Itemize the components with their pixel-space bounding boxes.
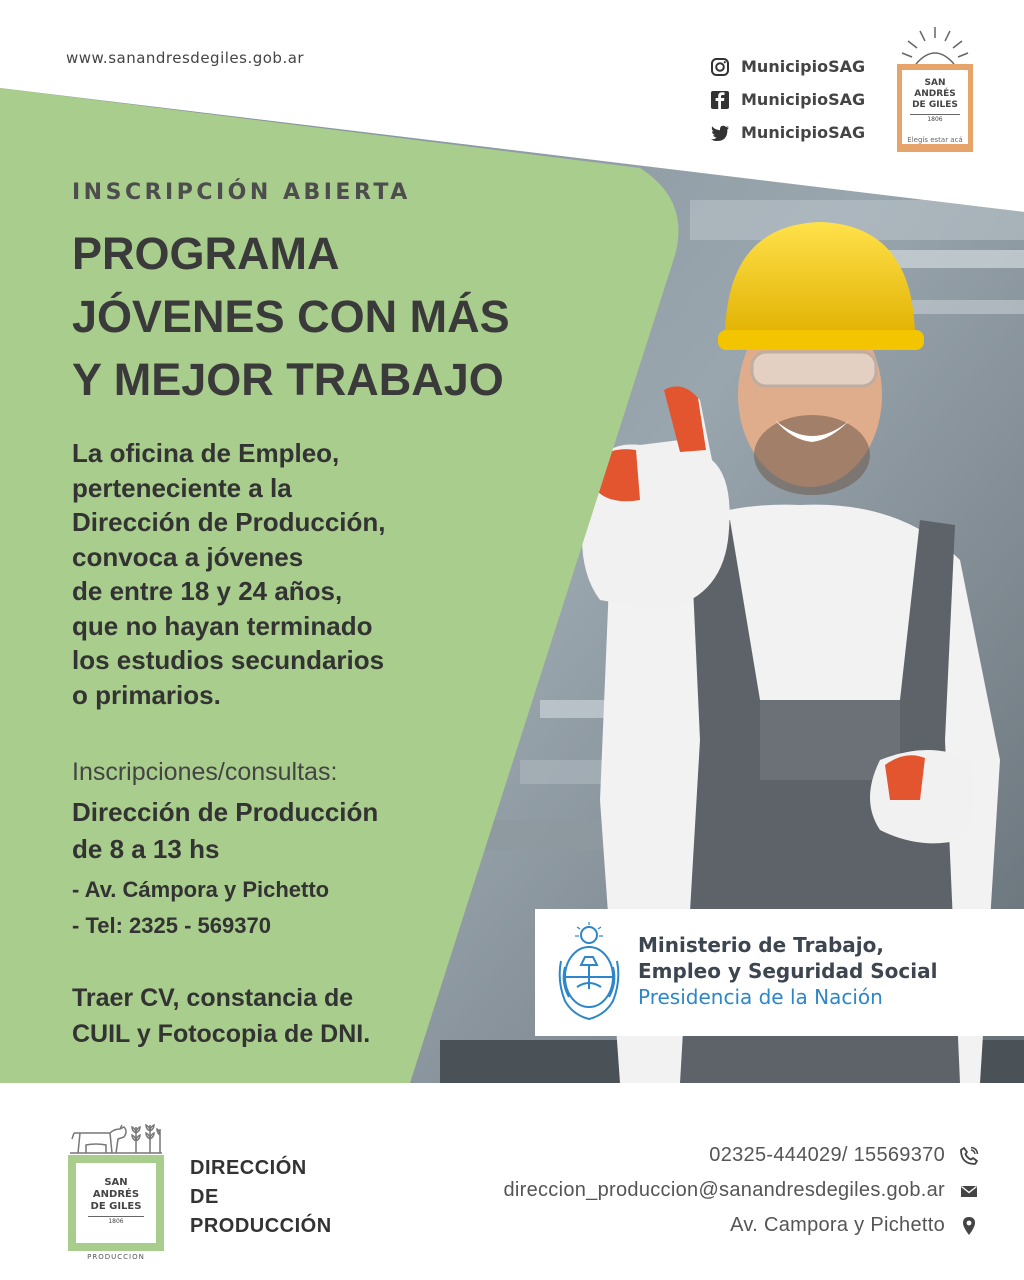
contact-details: [72, 872, 329, 944]
footer-address: Av. Campora y Pichetto: [730, 1214, 945, 1236]
requirements-line: Traer CV, constancia de: [72, 984, 354, 1012]
map-pin-icon: [959, 1216, 979, 1236]
contact-office: [72, 794, 378, 868]
footer-contact: [503, 1138, 979, 1243]
production-logo: [66, 1115, 166, 1265]
logo-text-block: [902, 70, 968, 144]
department-line: DIRECCIÓN: [190, 1157, 307, 1179]
social-link-twitter[interactable]: [710, 116, 865, 149]
instagram-handle: MunicipioSAG: [741, 57, 866, 76]
title-line: PROGRAMA: [72, 228, 340, 279]
description-line: La oficina de Empleo,: [72, 438, 340, 468]
production-logo-year: 1806: [88, 1216, 144, 1225]
envelope-icon: [959, 1181, 979, 1201]
national-coat-of-arms-icon: [555, 921, 623, 1025]
instagram-icon: [710, 57, 730, 77]
logo-line-3: DE GILES: [912, 100, 958, 110]
logo-line-2: ANDRÉS: [914, 89, 956, 99]
description-line: de entre 18 y 24 años,: [72, 576, 343, 606]
footer-address-row[interactable]: [503, 1208, 979, 1243]
logo-slogan: Elegís estar acá: [907, 136, 963, 144]
facebook-icon: [710, 90, 730, 110]
description-line: Dirección de Producción,: [72, 507, 386, 537]
cow-and-wheat-icon: [66, 1115, 166, 1157]
logo-year: 1806: [910, 114, 960, 123]
footer-phone: 02325-444029/ 15569370: [709, 1144, 945, 1166]
sun-rays-icon: [892, 24, 978, 66]
department-line: PRODUCCIÓN: [190, 1215, 332, 1237]
program-description: [72, 436, 386, 712]
program-title: [72, 222, 510, 411]
facebook-handle: MunicipioSAG: [741, 90, 866, 109]
description-line: que no hayan terminado: [72, 610, 373, 641]
contact-phone[interactable]: - Tel: 2325 - 569370: [72, 913, 271, 938]
production-logo-caption: PRODUCCION: [87, 1253, 145, 1261]
title-line: JÓVENES CON MÁS: [72, 291, 510, 342]
registration-kicker: INSCRIPCIÓN ABIERTA: [72, 180, 411, 205]
contact-address: - Av. Cámpora y Pichetto: [72, 877, 330, 902]
description-line: perteneciente a la: [72, 472, 292, 503]
social-link-facebook[interactable]: [710, 83, 865, 116]
logo-line-1: SAN: [924, 78, 946, 88]
department-name: [190, 1154, 332, 1241]
requirements-line: CUIL y Fotocopia de DNI.: [72, 1020, 371, 1048]
requirements: [72, 980, 370, 1052]
department-line: DE: [190, 1186, 219, 1208]
footer-email: direccion_produccion@sanandresdegiles.gob.ar: [503, 1179, 945, 1201]
ministry-presidency: Presidencia de la Nación: [638, 985, 883, 1009]
contact-label: Inscripciones/consultas:: [72, 758, 338, 786]
ministry-banner: [535, 909, 1024, 1036]
title-line: Y MEJOR TRABAJO: [72, 354, 504, 405]
ministry-name-line-1: Ministerio de Trabajo,: [638, 933, 884, 957]
contact-hours: de 8 a 13 hs: [72, 834, 220, 864]
phone-icon: [959, 1146, 979, 1166]
description-line: convoca a jóvenes: [72, 541, 304, 572]
production-logo-line-3: DE GILES: [90, 1201, 142, 1212]
description-line: o primarios.: [72, 679, 221, 710]
description-line: los estudios secundarios: [72, 645, 385, 675]
twitter-handle: MunicipioSAG: [741, 123, 866, 142]
social-links: [710, 50, 865, 149]
social-link-instagram[interactable]: [710, 50, 865, 83]
municipality-logo: [892, 24, 978, 150]
contact-office-line: Dirección de Producción: [72, 797, 379, 827]
ministry-name-line-2: Empleo y Seguridad Social: [638, 959, 938, 983]
production-logo-line-1: SAN: [104, 1177, 128, 1188]
footer-phone-row[interactable]: [503, 1138, 979, 1173]
production-logo-text: [76, 1163, 156, 1243]
production-logo-frame: [68, 1155, 164, 1251]
website-url[interactable]: www.sanandresdegiles.gob.ar: [66, 49, 305, 67]
footer-email-row[interactable]: [503, 1173, 979, 1208]
twitter-icon: [710, 123, 730, 143]
production-logo-line-2: ANDRÉS: [92, 1189, 140, 1200]
